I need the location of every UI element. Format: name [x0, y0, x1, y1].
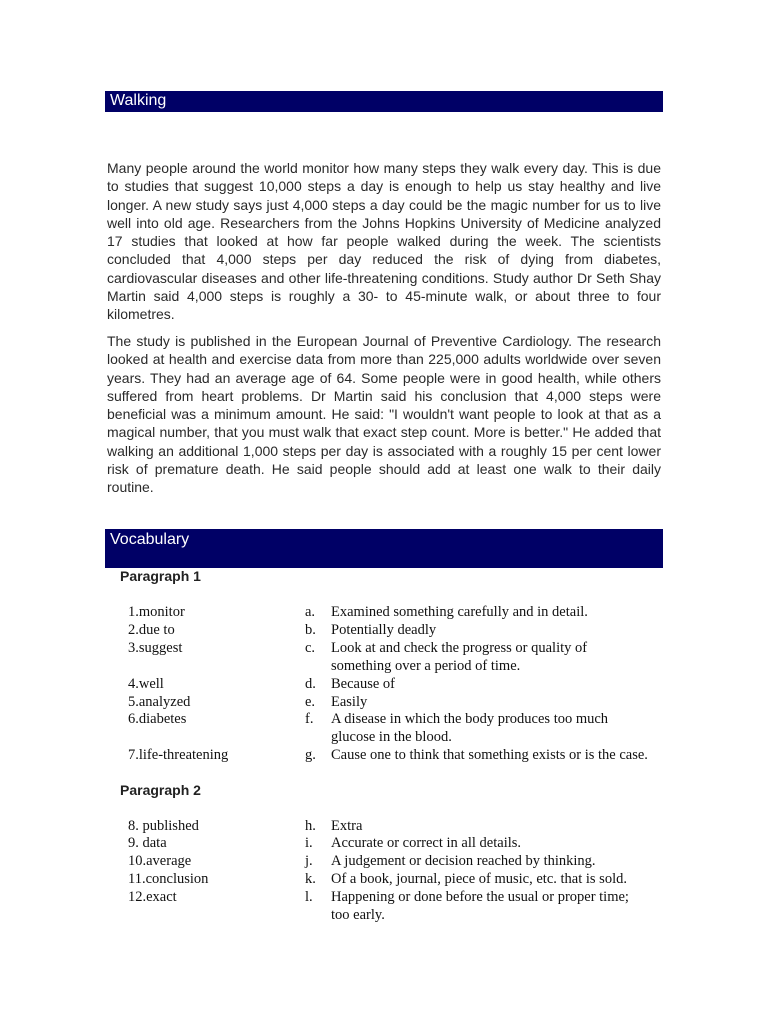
vocab-definition: Happening or done before the usual or proper time; too early.: [331, 889, 629, 923]
vocab-term: 3.suggest: [128, 640, 183, 656]
vocab-term: 11.conclusion: [128, 871, 209, 887]
vocab-letter: l.: [305, 889, 313, 905]
vocab-term: 7.life-threatening: [128, 747, 229, 763]
vocab-definition: Of a book, journal, piece of music, etc. that is sold.: [331, 871, 627, 887]
paragraph-1: Many people around the world monitor how many steps they walk every day. This is due to studies that suggest 10,000 steps a day is enough to help us stay healthy and live longer. A new study says just 4,000 steps a day could be the magic number for us to live well into old age. Researchers from the Johns Hopkins University of Medicine analyzed 17 studies that looked at how far people walked during the week. The scientists concluded that 4,000 steps per day reduced the risk of dying from diabetes, cardiovascular diseases and other life-threatening conditions. Study author Dr Seth Shay Martin said 4,000 steps is roughly a 30- to 45-minute walk, or about three to four kilometres.: [107, 160, 661, 323]
section-heading: Paragraph 1: [120, 568, 201, 584]
vocab-definition: Examined something carefully and in detail.: [331, 604, 588, 620]
vocab-term: 4.well: [128, 676, 164, 692]
vocab-term: 12.exact: [128, 889, 177, 905]
vocab-letter: j.: [305, 853, 313, 869]
section-heading: Paragraph 2: [120, 782, 201, 798]
vocab-letter: b.: [305, 622, 316, 638]
vocab-letter: a.: [305, 604, 316, 620]
vocab-definition: Easily: [331, 694, 368, 710]
vocab-letter: e.: [305, 694, 316, 710]
vocab-letter: i.: [305, 835, 313, 851]
vocabulary-title: Vocabulary: [110, 531, 190, 548]
vocab-term: 1.monitor: [128, 604, 185, 620]
vocab-letter: c.: [305, 640, 316, 656]
walking-title-bar: [105, 91, 663, 112]
vocab-letter: h.: [305, 818, 316, 834]
vocab-letter: f.: [305, 711, 314, 727]
vocab-definition: A judgement or decision reached by thinking.: [331, 853, 596, 869]
vocab-definition: Because of: [331, 676, 396, 692]
vocab-definition: Accurate or correct in all details.: [331, 835, 522, 851]
vocabulary-title-bar: [105, 529, 663, 568]
walking-title: Walking: [110, 92, 167, 109]
vocab-letter: d.: [305, 676, 316, 692]
vocab-term: 10.average: [128, 853, 192, 869]
vocab-term: 5.analyzed: [128, 694, 191, 710]
vocab-definition: Extra: [331, 818, 363, 834]
vocab-term: 6.diabetes: [128, 711, 187, 727]
vocab-term: 9. data: [128, 835, 167, 851]
vocab-definition: Potentially deadly: [331, 622, 437, 638]
vocab-definition: Cause one to think that something exists or is the case.: [331, 747, 648, 763]
vocab-term: 2.due to: [128, 622, 175, 638]
vocab-letter: g.: [305, 747, 316, 763]
vocab-definition: A disease in which the body produces too much glucose in the blood.: [331, 711, 609, 745]
vocab-term: 8. published: [128, 818, 199, 834]
vocab-definition: Look at and check the progress or quality of something over a period of time.: [331, 640, 588, 674]
vocab-letter: k.: [305, 871, 316, 887]
paragraph-2: The study is published in the European Journal of Preventive Cardiology. The research looked at health and exercise data from more than 225,000 adults worldwide over seven years. They had an average age of 64. Some people were in good health, while others suffered from heart problems. Dr Martin said his conclusion that 4,000 steps were beneficial was a minimum amount. He said: "I wouldn't want people to look at that as a magical number, that you must walk that exact step count. More is better." He added that walking an additional 1,000 steps per day is associated with a roughly 15 per cent lower risk of premature death. He said people should add at least one walk to their daily routine.: [107, 333, 661, 496]
